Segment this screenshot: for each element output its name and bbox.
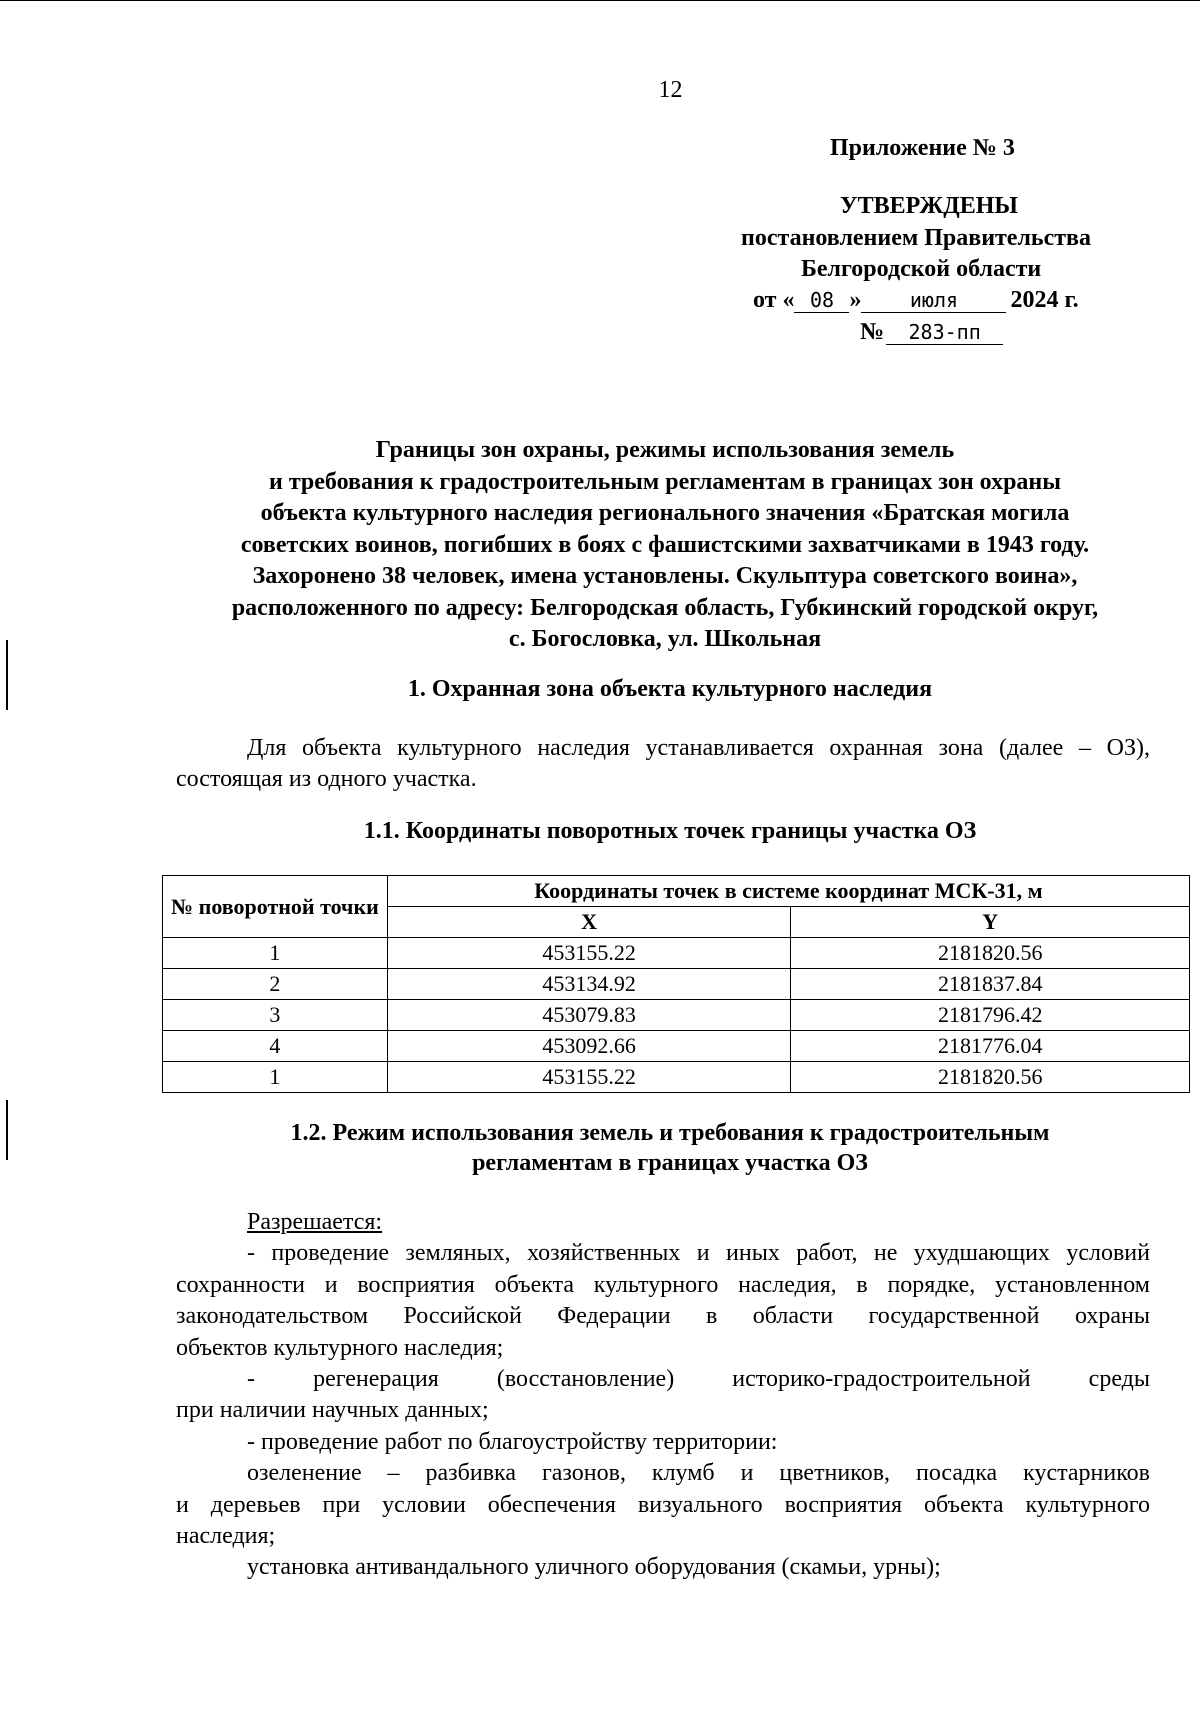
cell-y: 2181820.56 <box>791 1062 1190 1093</box>
coordinates-table <box>162 875 1190 1093</box>
title-line: советских воинов, погибших в боях с фашистскими захватчиками в 1943 году. <box>240 531 1090 558</box>
appendix-label: Приложение № 3 <box>830 135 1015 161</box>
header-x: X <box>387 907 791 938</box>
body-line: объектов культурного наследия; <box>176 1334 504 1361</box>
body-line: установка антивандального уличного оборудования (скамьи, урны); <box>247 1554 941 1581</box>
table-row <box>163 1031 1190 1062</box>
title-line: и требования к градостроительным регламентам в границах зон охраны <box>269 468 1061 495</box>
cell-x: 453092.66 <box>387 1031 791 1062</box>
body-line: и деревьев при условии обеспечения визуального восприятия объекта культурного <box>176 1491 1150 1518</box>
section-1-heading: 1. Охранная зона объекта культурного наследия <box>407 676 933 702</box>
document-title <box>0 435 1200 656</box>
intro-line: состоящая из одного участка. <box>176 766 477 793</box>
cell-y: 2181837.84 <box>791 969 1190 1000</box>
body-line: законодательством Российской Федерации в области государственной охраны <box>176 1303 1150 1330</box>
cell-point: 1 <box>163 938 388 969</box>
scan-top-border <box>0 0 1200 1</box>
body-line: озеленение – разбивка газонов, клумб и цветников, посадка кустарников <box>247 1460 1150 1487</box>
body-line: - проведение земляных, хозяйственных и иных работ, не ухудшающих условий <box>247 1240 1150 1267</box>
body-line: сохранности и восприятия объекта культурного наследия, в порядке, установленном <box>176 1271 1150 1298</box>
section-1-2-heading: 1.2. Режим использования земель и требования к градостроительным <box>290 1120 1050 1146</box>
title-line: объекта культурного наследия регионального значения «Братская могила <box>260 500 1070 526</box>
page-number: 12 <box>658 77 683 103</box>
header-coords: Координаты точек в системе координат МСК-31, м <box>387 876 1189 907</box>
title-line: Захоронено 38 человек, имена установлены. Скульптура советского воина», <box>252 563 1078 589</box>
title-line: расположенного по адресу: Белгородская область, Губкинский городской округ, <box>231 594 1099 621</box>
section-1-intro <box>176 733 1150 796</box>
date-mid: » <box>849 287 862 313</box>
table-row <box>163 938 1190 969</box>
approval-line-1: постановлением Правительства <box>741 225 1092 251</box>
cell-x: 453079.83 <box>387 1000 791 1031</box>
body-line: наследия; <box>176 1523 276 1550</box>
approved-label: УТВЕРЖДЕНЫ <box>840 193 1018 219</box>
section-1-2-body <box>176 1207 1150 1584</box>
body-line: - регенерация (восстановление) историко-градостроительной среды <box>247 1366 1150 1393</box>
cell-x: 453134.92 <box>387 969 791 1000</box>
intro-line: Для объекта культурного наследия устанавливается охранная зона (далее – ОЗ), <box>247 735 1150 761</box>
date-year: 2024 г. <box>1010 287 1079 313</box>
approval-number <box>860 319 1003 346</box>
title-line: Границы зон охраны, режимы использования земель <box>375 437 955 463</box>
approval-line-2: Белгородской области <box>801 256 1042 282</box>
approval-date <box>753 287 1079 314</box>
table-row <box>163 969 1190 1000</box>
title-line: с. Богословка, ул. Школьная <box>508 626 822 652</box>
body-line: - проведение работ по благоустройству территории: <box>247 1428 778 1455</box>
date-day: 08 <box>794 288 849 313</box>
cell-point: 3 <box>163 1000 388 1031</box>
cell-y: 2181820.56 <box>791 938 1190 969</box>
header-point: № поворотной точки <box>163 876 388 938</box>
body-line: при наличии научных данных; <box>176 1397 489 1424</box>
date-month: июля <box>861 288 1006 313</box>
cell-point: 4 <box>163 1031 388 1062</box>
header-y: Y <box>791 907 1190 938</box>
doc-number: 283-пп <box>886 320 1003 345</box>
cell-y: 2181796.42 <box>791 1000 1190 1031</box>
cell-x: 453155.22 <box>387 1062 791 1093</box>
cell-x: 453155.22 <box>387 938 791 969</box>
table-row <box>163 1000 1190 1031</box>
cell-y: 2181776.04 <box>791 1031 1190 1062</box>
number-prefix: № <box>860 319 885 345</box>
allowed-label: Разрешается: <box>247 1209 383 1235</box>
table-row <box>163 1062 1190 1093</box>
date-prefix: от « <box>753 287 795 313</box>
section-1-2-heading-cont: регламентам в границах участка ОЗ <box>472 1150 868 1176</box>
cell-point: 1 <box>163 1062 388 1093</box>
table-header-row <box>163 876 1190 907</box>
section-1-1-heading: 1.1. Координаты поворотных точек границы участка ОЗ <box>363 818 977 844</box>
cell-point: 2 <box>163 969 388 1000</box>
